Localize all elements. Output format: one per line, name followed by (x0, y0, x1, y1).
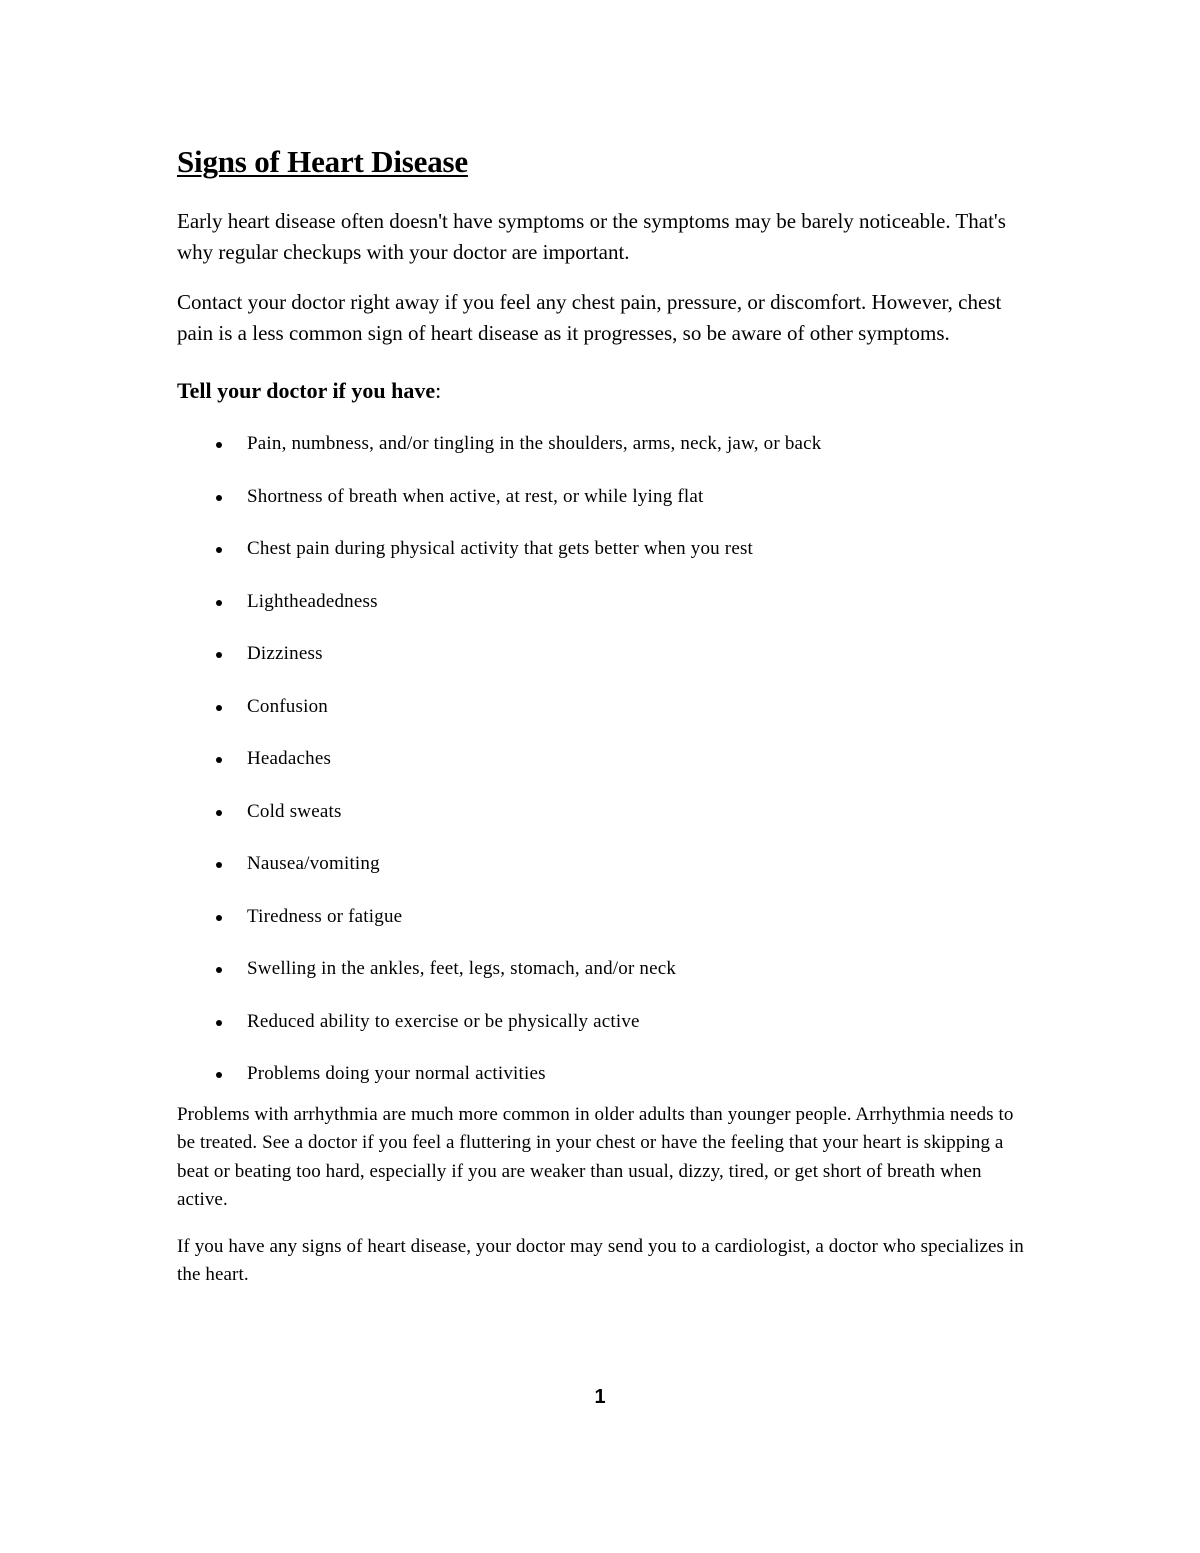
symptom-text: Reduced ability to exercise or be physically active (247, 1010, 640, 1032)
page-title: Signs of Heart Disease (177, 144, 468, 179)
symptom-text: Headaches (247, 748, 332, 769)
list-item (177, 642, 1027, 695)
symptom-text: Nausea/vomiting (247, 853, 380, 874)
bullet-icon (216, 652, 222, 658)
symptom-text: Pain, numbness, and/or tingling in the shoulders, arms, neck, jaw, or back (247, 433, 822, 454)
document-content (177, 140, 1027, 1290)
symptom-text: Cold sweats (247, 800, 342, 822)
bullet-icon (216, 705, 222, 711)
symptom-text: Chest pain during physical activity that gets better when you rest (247, 538, 754, 559)
list-item (177, 852, 1027, 905)
section-heading-text: Tell your doctor if you have (177, 378, 436, 403)
symptom-text: Shortness of breath when active, at rest, or while lying flat (247, 485, 704, 507)
list-item (177, 1010, 1027, 1063)
intro-paragraph-1: Early heart disease often doesn't have symptoms or the symptoms may be barely noticeable. That's why regular checkups with your doctor are important. (177, 209, 1006, 264)
list-item (177, 537, 1027, 590)
list-item (177, 905, 1027, 958)
page-number: 1 (594, 1386, 606, 1408)
bullet-icon (216, 1020, 222, 1026)
symptom-text: Problems doing your normal activities (247, 1063, 546, 1084)
list-item (177, 957, 1027, 1010)
list-item (177, 590, 1027, 643)
bullet-icon (216, 495, 222, 501)
bullet-icon (216, 547, 222, 553)
bullet-icon (216, 915, 222, 921)
bullet-icon (216, 810, 222, 816)
intro-paragraph-2: Contact your doctor right away if you feel any chest pain, pressure, or discomfort. However, chest pain is a less common sign of heart disease as it progresses, so be aware of other symptoms. (177, 290, 1002, 345)
section-heading-colon: : (435, 378, 442, 403)
list-item (177, 747, 1027, 800)
list-item (177, 695, 1027, 748)
bullet-icon (216, 600, 222, 606)
bullet-icon (216, 757, 222, 763)
symptom-text: Dizziness (247, 643, 323, 664)
list-item (177, 432, 1027, 485)
list-item (177, 1062, 1027, 1115)
section-heading (177, 376, 1027, 406)
bullet-icon (216, 967, 222, 973)
bullet-icon (216, 862, 222, 868)
bullet-icon (216, 442, 222, 448)
symptom-text: Lightheadedness (247, 590, 378, 612)
bullet-icon (216, 1072, 222, 1078)
symptom-text: Confusion (247, 695, 328, 717)
cardiologist-paragraph: If you have any signs of heart disease, your doctor may send you to a cardiologist, a doctor who specializes in the heart. (177, 1235, 1024, 1285)
arrhythmia-paragraph: Problems with arrhythmia are much more common in older adults than younger people. Arrhythmia needs to be treated. See a doctor if you feel a fluttering in your chest or have the feeling that your heart is skipping a beat or beating too hard, especially if you are weaker than usual, dizzy, tired, or get short of breath when active. (177, 1103, 1014, 1210)
symptom-list (177, 432, 1027, 1115)
symptom-text: Swelling in the ankles, feet, legs, stomach, and/or neck (247, 958, 677, 979)
list-item (177, 800, 1027, 853)
symptom-text: Tiredness or fatigue (247, 905, 403, 927)
list-item (177, 485, 1027, 538)
